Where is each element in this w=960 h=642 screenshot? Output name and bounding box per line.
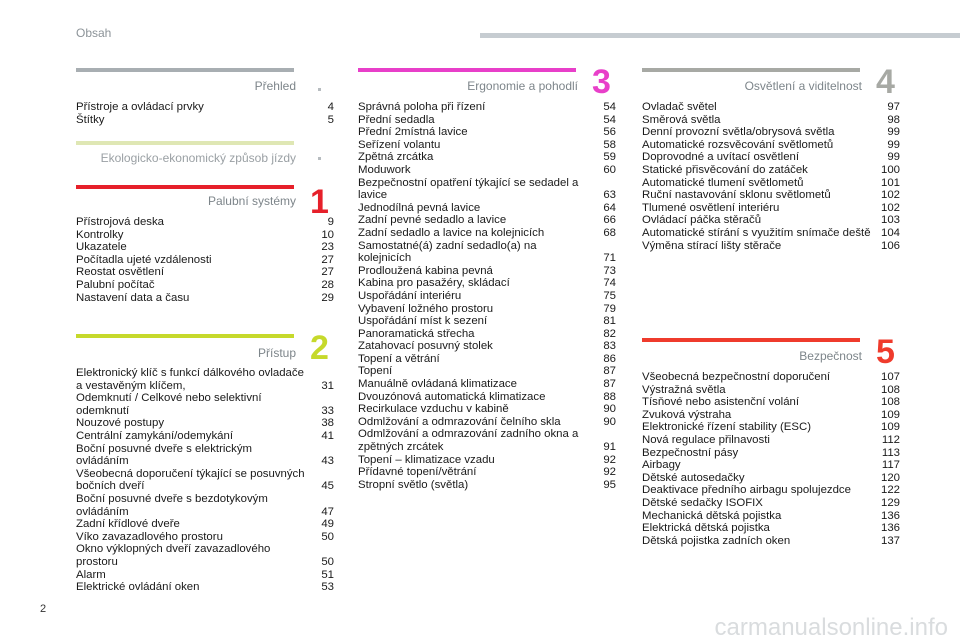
toc-entry-page: 112 (881, 433, 900, 446)
page-title: Obsah (76, 26, 112, 40)
toc-entry-title: Boční posuvné dveře s elektrickým ovládáním (76, 442, 252, 468)
section4-title: Osvětlení a viditelnost (744, 79, 862, 93)
toc-entry-page: 31 (321, 379, 334, 392)
toc-entry[interactable] (76, 543, 334, 568)
toc-entry-page: 53 (321, 581, 334, 594)
toc-entry-page: 87 (603, 378, 616, 391)
toc-entry-title: Výměna stírací lišty stěrače (642, 239, 782, 252)
toc-entry-title: Boční posuvné dveře s bezdotykovým ovládáním (76, 492, 268, 518)
toc-entry-page: 49 (321, 518, 334, 531)
toc-entry[interactable] (76, 493, 334, 518)
toc-entry-page: 107 (880, 371, 900, 383)
section5-number: 5 (876, 333, 895, 371)
toc-entry-title: Moduwork (358, 163, 411, 176)
toc-entry[interactable] (642, 447, 900, 460)
toc-entry-title: Deaktivace předního airbagu spolujezdce (642, 484, 851, 497)
toc-entry[interactable] (642, 384, 900, 397)
toc-entry[interactable] (642, 421, 900, 434)
toc-entry[interactable] (642, 510, 900, 523)
toc-entry-title: Odmlžování a odmrazování zadního okna a zpětných zrcátek (358, 428, 579, 454)
toc-entry-title: Denní provozní světla/obrysová světla (642, 126, 835, 139)
toc-entry-page: 129 (880, 496, 900, 509)
toc-entry[interactable] (76, 430, 334, 443)
section1-number: 1 (310, 183, 329, 221)
toc-entry-title: Nastavení data a času (76, 291, 190, 304)
toc-entry-page: 60 (603, 163, 616, 176)
toc-entry-page: 58 (603, 138, 616, 151)
toc-entry[interactable] (358, 151, 616, 164)
toc-entry-page: 71 (603, 252, 616, 265)
toc-entry-page: 99 (887, 151, 900, 164)
toc-entry-page: 88 (603, 390, 616, 403)
toc-entry[interactable] (76, 216, 334, 229)
toc-entry[interactable] (358, 126, 616, 139)
toc-entry-page: 82 (603, 327, 616, 340)
toc-entry-title: Zadní pevné sedadlo a lavice (358, 214, 507, 227)
toc-entry-page: 136 (880, 522, 900, 535)
toc-entry[interactable] (642, 227, 900, 240)
toc-entry[interactable] (76, 279, 334, 292)
section2-bar (76, 334, 294, 338)
section5-entries (642, 371, 900, 547)
toc-entry-page: 113 (881, 446, 900, 459)
toc-entry-title: Ovládací páčka stěračů (642, 214, 762, 227)
toc-entry[interactable] (642, 240, 900, 253)
toc-entry-page: 101 (880, 176, 900, 189)
toc-entry[interactable] (358, 164, 616, 177)
toc-entry[interactable] (358, 378, 616, 391)
toc-entry-page: 103 (880, 214, 900, 227)
toc-entry-title: Zpětná zrcátka (358, 151, 434, 164)
toc-entry[interactable] (358, 202, 616, 215)
toc-entry-page: 122 (880, 484, 900, 497)
toc-entry-page: 75 (603, 289, 616, 302)
toc-entry-page: 79 (603, 302, 616, 315)
toc-entry-page: 28 (321, 278, 334, 291)
section3-title: Ergonomie a pohodlí (467, 79, 578, 93)
toc-entry-page: 59 (603, 151, 616, 164)
toc-entry-page: 33 (321, 404, 334, 417)
toc-entry-title: Bezpečnostní pásy (642, 446, 739, 459)
toc-entry-title: Reostat osvětlení (76, 266, 165, 279)
marker-dot-2 (318, 157, 321, 160)
toc-entry-page: 23 (321, 241, 334, 254)
toc-entry[interactable] (76, 468, 334, 493)
toc-entry-title: Okno výklopných dveří zavazadlového prostoru (76, 543, 271, 568)
toc-entry-page: 109 (880, 421, 900, 434)
column-right (642, 63, 900, 608)
toc-entry-title: Mechanická dětská pojistka (642, 509, 782, 522)
toc-entry-title: Přístrojová deska (76, 216, 164, 228)
toc-entry-title: Seřízení volantu (358, 138, 441, 151)
toc-entry-title: Centrální zamykání/odemykání (76, 429, 234, 442)
toc-entry-page: 86 (603, 352, 616, 365)
toc-entry[interactable] (642, 409, 900, 422)
toc-entry[interactable] (76, 417, 334, 430)
toc-entry[interactable] (358, 328, 616, 341)
toc-entry-page: 100 (880, 163, 900, 176)
toc-entry-title: Výstražná světla (642, 383, 726, 396)
toc-entry[interactable] (642, 484, 900, 497)
toc-entry[interactable] (642, 202, 900, 215)
toc-entry-title: Doprovodné a uvítací osvětlení (642, 151, 800, 164)
toc-entry-page: 91 (603, 441, 616, 454)
toc-entry-page: 92 (603, 466, 616, 479)
toc-entry-title: Palubní počítač (76, 278, 155, 291)
toc-entry-page: 38 (321, 417, 334, 430)
toc-entry[interactable] (76, 101, 334, 114)
toc-entry-title: Panoramatická střecha (358, 327, 475, 340)
toc-entry-page: 106 (880, 239, 900, 252)
toc-entry-page: 90 (603, 415, 616, 428)
toc-entry-page: 97 (887, 101, 900, 113)
toc-entry[interactable] (358, 466, 616, 479)
toc-entry[interactable] (76, 518, 334, 531)
toc-entry[interactable] (358, 214, 616, 227)
toc-entry-title: Štítky (76, 113, 105, 126)
toc-entry[interactable] (358, 101, 616, 114)
toc-entry-page: 102 (880, 201, 900, 214)
toc-entry-page: 95 (603, 478, 616, 491)
toc-entry-title: Alarm (76, 568, 106, 581)
toc-entry[interactable] (642, 497, 900, 510)
toc-entry-title: Přední 2místná lavice (358, 126, 468, 139)
toc-entry[interactable] (358, 353, 616, 366)
toc-entry[interactable] (642, 114, 900, 127)
toc-entry[interactable] (358, 479, 616, 492)
toc-entry-page: 108 (880, 396, 900, 409)
toc-entry[interactable] (642, 371, 900, 384)
toc-entry-title: Elektronický klíč s funkcí dálkového ovladače a vestavěným klíčem, (76, 367, 304, 392)
toc-entry-page: 102 (880, 189, 900, 202)
toc-entry-page: 83 (603, 340, 616, 353)
toc-entry-page: 54 (603, 113, 616, 126)
toc-entry-page: 50 (321, 555, 334, 568)
toc-entry-title: Statické přisvěcování do zatáček (642, 163, 808, 176)
toc-entry-page: 56 (603, 126, 616, 139)
toc-entry-page: 109 (880, 408, 900, 421)
toc-entry-title: Nouzové postupy (76, 417, 165, 430)
section2-entries (76, 367, 334, 594)
toc-entry-page: 29 (321, 291, 334, 304)
toc-entry-title: Prodloužená kabina pevná (358, 264, 493, 277)
toc-entry[interactable] (642, 189, 900, 202)
toc-entry-title: Přístroje a ovládací prvky (76, 101, 204, 113)
column-middle (358, 63, 616, 608)
section1-entries (76, 216, 334, 304)
toc-entry[interactable] (358, 240, 616, 265)
toc-entry-title: Ovladač světel (642, 101, 717, 113)
toc-entry-title: Odemknutí / Celkové nebo selektivní odemknutí (76, 392, 262, 417)
section2-title: Přístup (257, 346, 296, 360)
toc-entry[interactable] (358, 290, 616, 303)
eco-title: Ekologicko-ekonomický způsob jízdy (100, 151, 296, 165)
toc-entry[interactable] (642, 522, 900, 535)
prehled-title: Přehled (254, 79, 296, 93)
toc-entry[interactable] (76, 229, 334, 242)
toc-entry-title: Směrová světla (642, 113, 721, 126)
toc-entry-page: 51 (321, 568, 334, 581)
section3-number: 3 (592, 63, 611, 101)
section3-bar (358, 68, 576, 72)
toc-entry[interactable] (76, 254, 334, 267)
toc-entry-title: Dvouzónová automatická klimatizace (358, 390, 546, 403)
toc-entry-title: Vybavení ložného prostoru (358, 302, 494, 315)
toc-entry[interactable] (358, 365, 616, 378)
toc-entry[interactable] (642, 535, 900, 548)
toc-entry[interactable] (642, 164, 900, 177)
toc-entry-title: Ukazatele (76, 241, 127, 254)
toc-entry-title: Odmlžování a odmrazování čelního skla (358, 415, 561, 428)
toc-entry-page: 54 (603, 101, 616, 113)
toc-entry-page: 27 (321, 253, 334, 266)
toc-entry-title: Víko zavazadlového prostoru (76, 530, 223, 543)
toc-entry-title: Bezpečnostní opatření týkající se sedadel a lavice (358, 176, 579, 202)
toc-entry-page: 64 (603, 201, 616, 214)
toc-entry-title: Elektronické řízení stability (ESC) (642, 421, 812, 434)
toc-entry-page: 81 (603, 315, 616, 328)
section2-number: 2 (310, 329, 329, 367)
toc-entry[interactable] (76, 241, 334, 254)
toc-entry-title: Všeobecná doporučení týkající se posuvných bočních dveří (76, 467, 305, 493)
section4-number: 4 (876, 63, 895, 101)
toc-entry[interactable] (76, 581, 334, 594)
toc-entry[interactable] (358, 403, 616, 416)
toc-entry-title: Samostatné(á) zadní sedadlo(a) na kolejnicích (358, 239, 537, 265)
section5-bar (642, 338, 860, 342)
toc-entry[interactable] (642, 177, 900, 190)
toc-entry[interactable] (642, 396, 900, 409)
toc-entry-page: 66 (603, 214, 616, 227)
toc-entry[interactable] (76, 531, 334, 544)
toc-entry-title: Ruční nastavování sklonu světlometů (642, 189, 831, 202)
prehled-entries (76, 101, 334, 126)
toc-entry[interactable] (76, 292, 334, 305)
toc-entry-page: 137 (880, 534, 900, 547)
toc-entry-title: Topení a větrání (358, 352, 440, 365)
toc-entry[interactable] (642, 472, 900, 485)
toc-entry[interactable] (358, 139, 616, 152)
toc-entry-title: Jednodílná pevná lavice (358, 201, 481, 214)
prehled-bar (76, 68, 294, 72)
toc-entry-title: Přídavné topení/větrání (358, 466, 477, 479)
toc-entry-page: 47 (321, 505, 334, 518)
toc-entry[interactable] (642, 214, 900, 227)
toc-entry-page: 136 (880, 509, 900, 522)
toc-entry[interactable] (358, 454, 616, 467)
toc-entry-page: 27 (321, 266, 334, 279)
toc-entry[interactable] (642, 126, 900, 139)
section1-title: Palubní systémy (207, 194, 296, 208)
toc-entry-title: Automatické rozsvěcování světlometů (642, 138, 834, 151)
toc-entry-title: Automatické tlumení světlometů (642, 176, 804, 189)
toc-entry[interactable] (358, 277, 616, 290)
toc-entry[interactable] (76, 367, 334, 392)
toc-entry-page: 117 (881, 459, 900, 472)
toc-entry-page: 92 (603, 453, 616, 466)
toc-entry-title: Manuálně ovládaná klimatizace (358, 378, 517, 391)
toc-entry-title: Kabina pro pasažéry, skládací (358, 277, 510, 290)
toc-entry[interactable] (76, 392, 334, 417)
eco-bar (76, 141, 294, 145)
section5-title: Bezpečnost (799, 349, 862, 363)
toc-entry[interactable] (358, 114, 616, 127)
marker-dot-1 (318, 88, 321, 91)
toc-entry-title: Elektrické ovládání oken (76, 581, 200, 594)
toc-entry-page: 120 (880, 471, 900, 484)
toc-entry-page: 99 (887, 138, 900, 151)
toc-entry[interactable] (642, 434, 900, 447)
section3-entries (358, 101, 616, 491)
toc-entry-title: Uspořádání interiéru (358, 289, 462, 302)
toc-entry-title: Zatahovací posuvný stolek (358, 340, 493, 353)
toc-entry-title: Nová regulace přilnavosti (642, 433, 770, 446)
toc-entry-title: Topení – klimatizace vzadu (358, 453, 495, 466)
toc-entry-page: 9 (327, 216, 334, 228)
toc-entry-page: 41 (321, 429, 334, 442)
toc-entry[interactable] (358, 340, 616, 353)
toc-entry-title: Zadní sedadlo a lavice na kolejnicích (358, 226, 545, 239)
toc-entry-page: 10 (321, 228, 334, 241)
toc-entry[interactable] (76, 114, 334, 127)
page-number: 2 (40, 603, 47, 615)
toc-entry[interactable] (642, 459, 900, 472)
header-bar (480, 33, 960, 38)
section4-bar (642, 68, 860, 72)
section4-entries (642, 101, 900, 252)
toc-entry[interactable] (76, 443, 334, 468)
toc-entry-title: Zvuková výstraha (642, 408, 732, 421)
watermark: carmanualsonline.info (714, 614, 948, 641)
toc-entry-page: 5 (327, 113, 334, 126)
toc-entry-page: 73 (603, 264, 616, 277)
toc-entry-title: Dětské autosedačky (642, 471, 745, 484)
toc-entry-title: Počítadla ujeté vzdálenosti (76, 253, 212, 266)
toc-entry[interactable] (358, 416, 616, 429)
toc-entry-page: 98 (887, 113, 900, 126)
toc-entry[interactable] (358, 428, 616, 453)
toc-entry-title: Všeobecná bezpečnostní doporučení (642, 371, 831, 383)
toc-entry[interactable] (358, 315, 616, 328)
toc-entry[interactable] (76, 266, 334, 279)
toc-entry-title: Elektrická dětská pojistka (642, 522, 770, 535)
toc-entry-title: Stropní světlo (světla) (358, 478, 469, 491)
toc-entry-title: Automatické stírání s využitím snímače deště (642, 226, 871, 239)
toc-entry-page: 4 (327, 101, 334, 113)
toc-entry-title: Přední sedadla (358, 113, 435, 126)
toc-entry[interactable] (358, 391, 616, 404)
toc-entry-page: 74 (603, 277, 616, 290)
toc-entry[interactable] (76, 569, 334, 582)
toc-entry[interactable] (358, 265, 616, 278)
toc-entry-title: Kontrolky (76, 228, 124, 241)
column-left (76, 68, 334, 608)
toc-entry-title: Zadní křídlové dveře (76, 518, 180, 531)
toc-entry-title: Správná poloha při řízení (358, 101, 486, 113)
toc-entry-page: 108 (880, 383, 900, 396)
toc-entry-page: 50 (321, 530, 334, 543)
toc-entry[interactable] (358, 303, 616, 316)
section1-bar (76, 185, 294, 189)
toc-entry-page: 87 (603, 365, 616, 378)
toc-entry-title: Tísňové nebo asistenční volání (642, 396, 800, 409)
toc-entry-title: Uspořádání míst k sezení (358, 315, 488, 328)
toc-entry-page: 45 (321, 480, 334, 493)
toc-entry-page: 43 (321, 455, 334, 468)
toc-entry-title: Dětské sedačky ISOFIX (642, 496, 763, 509)
toc-entry[interactable] (642, 101, 900, 114)
toc-entry-page: 104 (880, 226, 900, 239)
toc-entry-title: Dětská pojistka zadních oken (642, 534, 791, 547)
toc-entry-title: Topení (358, 365, 393, 378)
toc-entry-title: Recirkulace vzduchu v kabině (358, 403, 509, 416)
toc-entry-page: 90 (603, 403, 616, 416)
toc-entry[interactable] (642, 151, 900, 164)
toc-entry[interactable] (358, 227, 616, 240)
toc-entry[interactable] (642, 139, 900, 152)
toc-entry-page: 63 (603, 189, 616, 202)
toc-entry-title: Airbagy (642, 459, 681, 472)
toc-entry-title: Tlumené osvětlení interiéru (642, 201, 780, 214)
toc-entry[interactable] (358, 177, 616, 202)
toc-entry-page: 99 (887, 126, 900, 139)
toc-entry-page: 68 (603, 226, 616, 239)
